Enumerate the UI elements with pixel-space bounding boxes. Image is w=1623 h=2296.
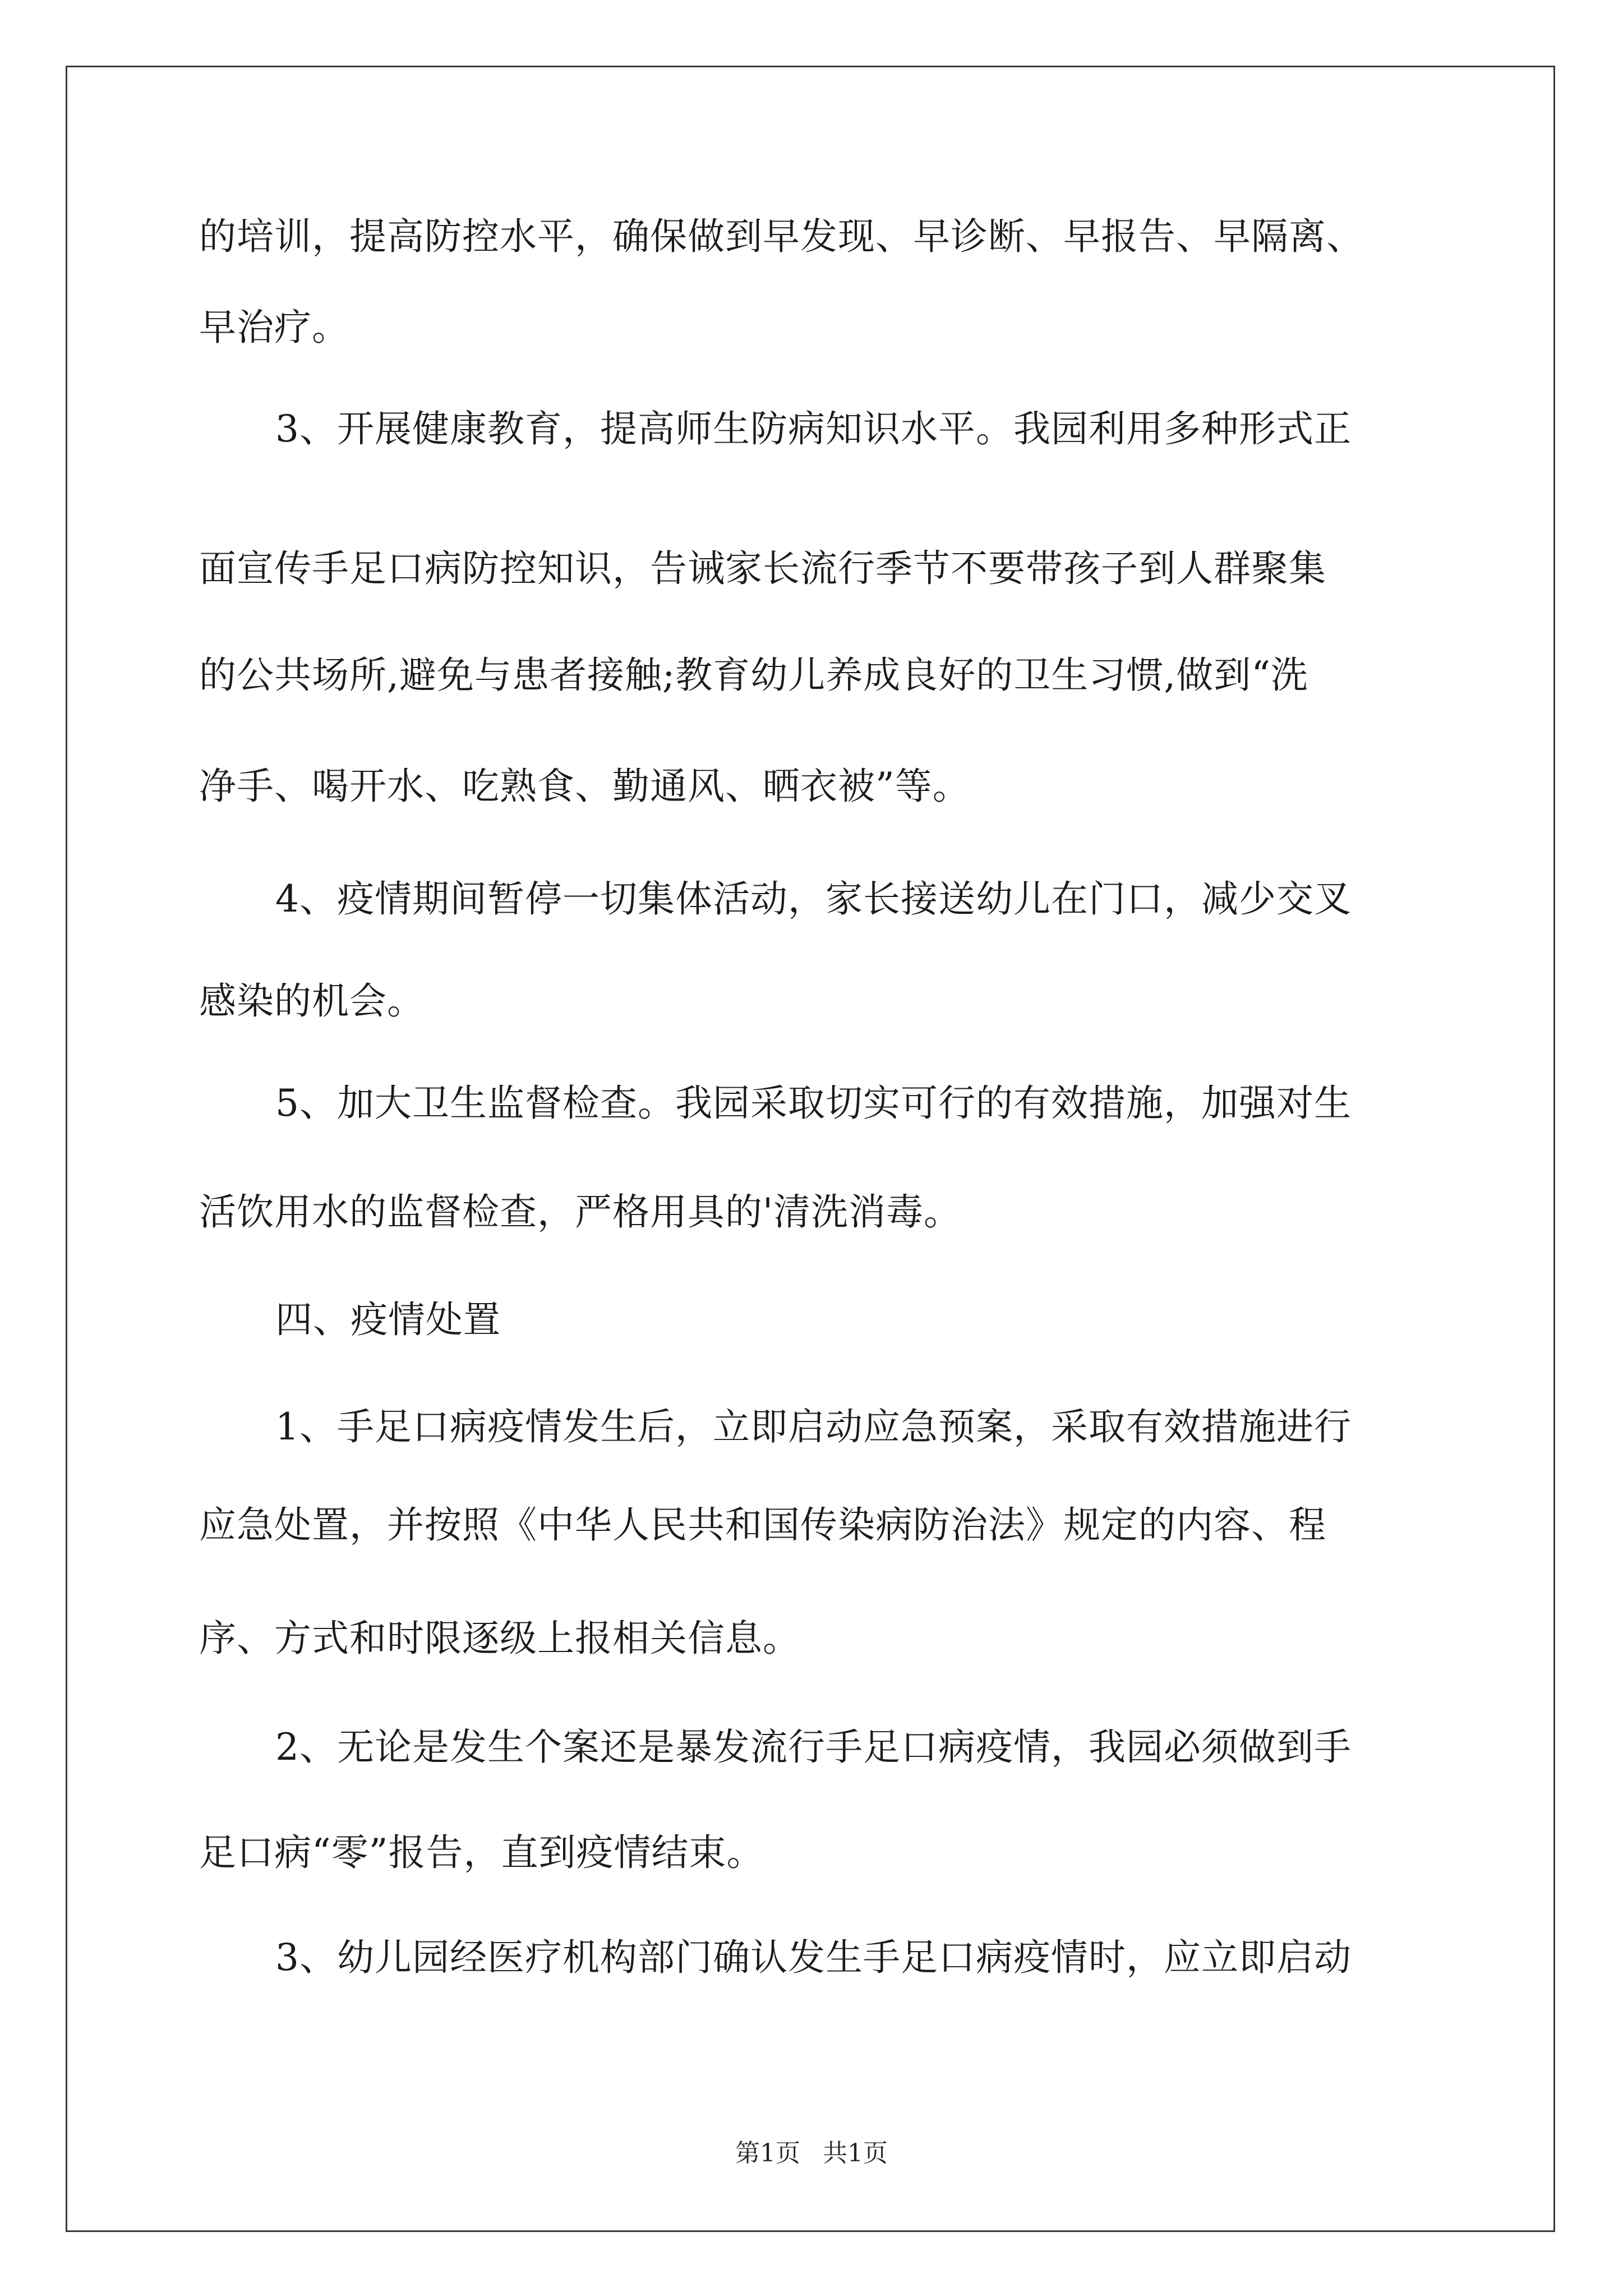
paragraph-line: 净手、喝开水、吃熟食、勤通风、晒衣被”等。	[199, 765, 970, 808]
paragraph-line: 活饮用水的监督检查，严格用具的'清洗消毒。	[199, 1190, 962, 1234]
paragraph-line: 足口病“零”报告，直到疫情结束。	[199, 1831, 764, 1874]
paragraph-line: 的培训，提高防控水平，确保做到早发现、早诊断、早报告、早隔离、	[199, 215, 1364, 258]
paragraph-line: 应急处置，并按照《中华人民共和国传染病防治法》规定的内容、程	[199, 1503, 1326, 1547]
paragraph-line: 感染的机会。	[199, 979, 425, 1023]
page-border	[66, 66, 1555, 2232]
page-total: 共1页	[823, 2139, 888, 2168]
page-number: 第1页	[735, 2139, 800, 2168]
paragraph-line: 3、开展健康教育，提高师生防病知识水平。我园利用多种形式正	[275, 407, 1352, 450]
paragraph-line: 3、幼儿园经医疗机构部门确认发生手足口病疫情时，应立即启动	[275, 1936, 1352, 1979]
paragraph-line: 5、加大卫生监督检查。我园采取切实可行的有效措施，加强对生	[275, 1082, 1352, 1125]
paragraph-line: 4、疫情期间暂停一切集体活动，家长接送幼儿在门口，减少交叉	[275, 877, 1352, 921]
paragraph-line: 2、无论是发生个案还是暴发流行手足口病疫情，我园必须做到手	[275, 1726, 1352, 1769]
page-footer	[0, 2138, 1623, 2169]
paragraph-line: 面宣传手足口病防控知识，告诫家长流行季节不要带孩子到人群聚集	[199, 547, 1326, 590]
paragraph-line: 1、手足口病疫情发生后，立即启动应急预案，采取有效措施进行	[275, 1405, 1352, 1448]
paragraph-line: 序、方式和时限逐级上报相关信息。	[199, 1617, 800, 1660]
paragraph-line: 的公共场所,避免与患者接触;教育幼儿养成良好的卫生习惯,做到“洗	[199, 654, 1308, 697]
section-heading: 四、疫情处置	[275, 1298, 501, 1341]
paragraph-line: 早治疗。	[199, 306, 349, 349]
